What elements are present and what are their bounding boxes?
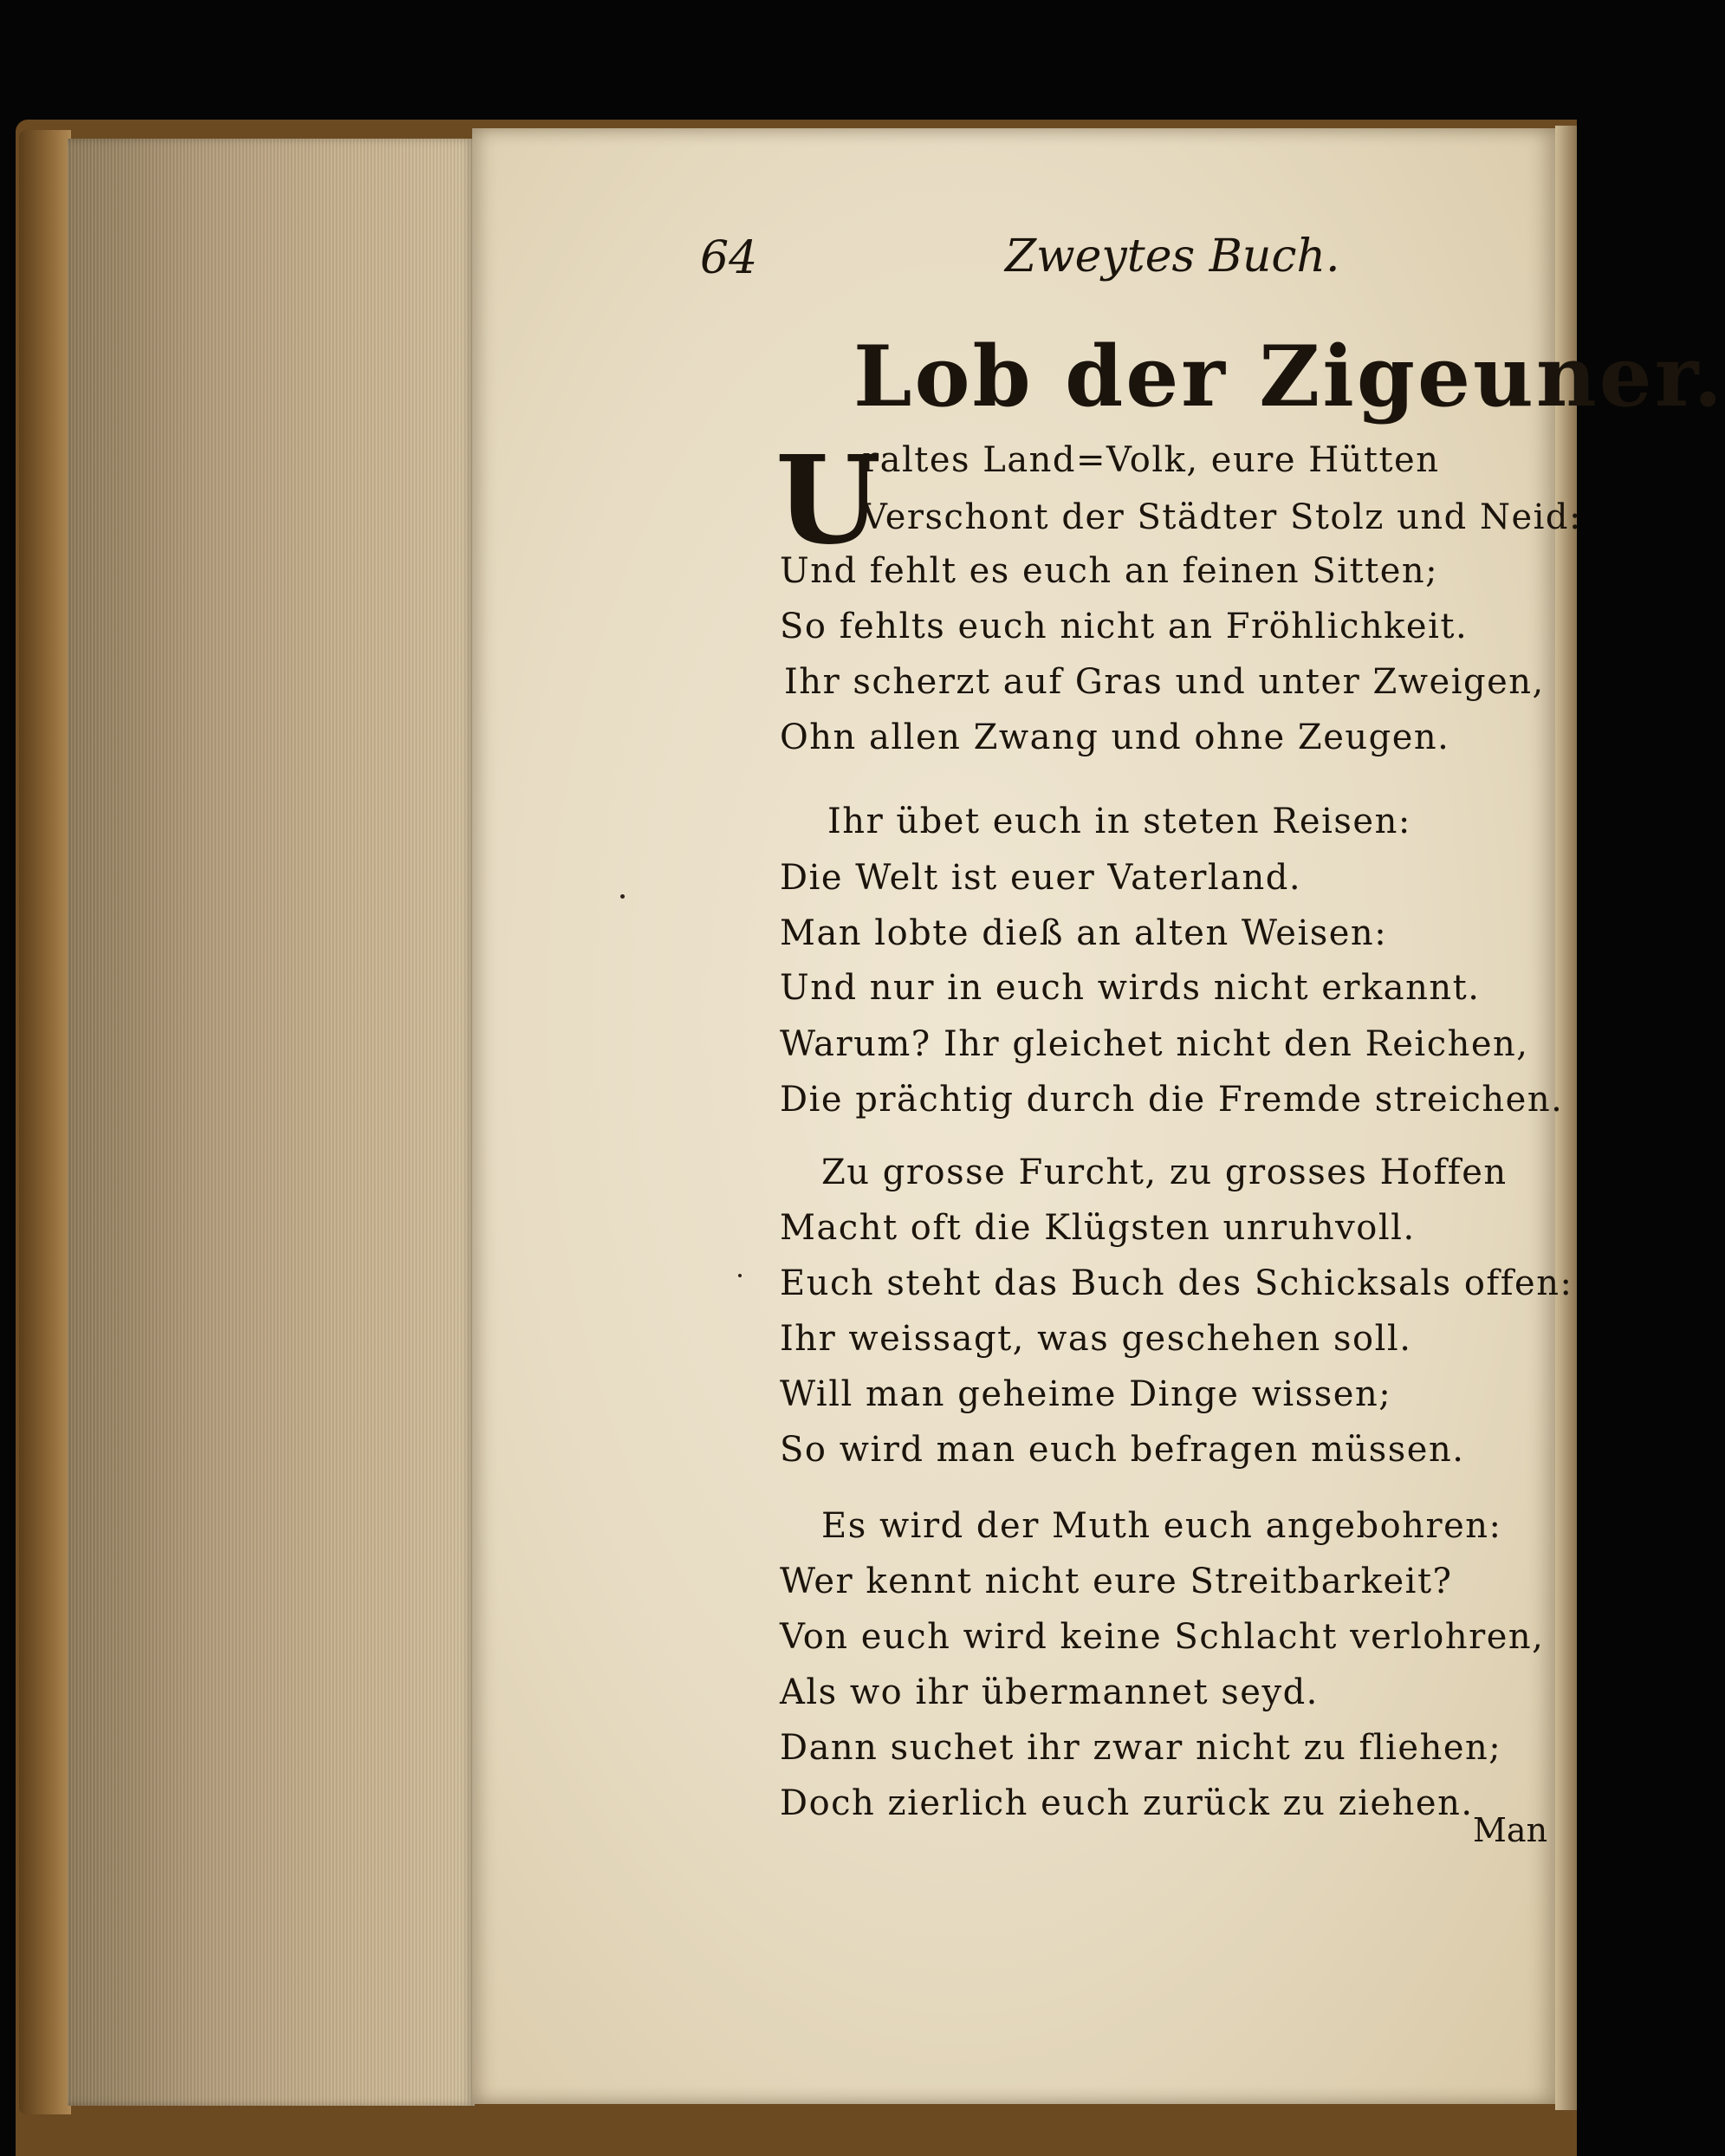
poem-line: Und fehlt es euch an feinen Sitten;: [780, 551, 1439, 591]
poem-line: ralteѕ Land=Volk, eure Hütten: [862, 440, 1440, 480]
poem-title: Lob der Zigeuner.: [853, 328, 1725, 425]
poem-line: Dann suchet ihr zwar nicht zu fliehen;: [780, 1728, 1502, 1768]
poem-line: Ihr scherzt auf Gras und unter Zweigen,: [784, 662, 1545, 702]
poem-line: Ihr weissagt, was geschehen soll.: [780, 1319, 1412, 1359]
ink-speck: [620, 894, 625, 899]
poem-line: So wird man euch befragen müssen.: [780, 1430, 1465, 1470]
poem-line: Als wo ihr übermannet seyd.: [780, 1672, 1319, 1712]
book-spine-edge: [19, 130, 71, 2114]
poem-line: Will man geheime Dinge wissen;: [780, 1374, 1392, 1414]
catchword: Man: [1473, 1811, 1548, 1849]
running-head: Zweytes Buch.: [1005, 231, 1340, 282]
poem-line: Verschont der Städter Stolz und Neid:: [862, 497, 1582, 537]
poem-line: So fehlts euch nicht an Fröhlichkeit.: [780, 607, 1469, 646]
poem-line: Es wird der Muth euch angebohren:: [821, 1506, 1502, 1546]
page-number: 64: [700, 232, 758, 284]
poem-line: Warum? Ihr gleichet nicht den Reichen,: [780, 1024, 1529, 1064]
poem-line: Zu grosse Furcht, zu grosses Hoffen: [821, 1153, 1508, 1192]
poem-line: Man lobte dieß an alten Weisen:: [780, 913, 1388, 953]
poem-line: Und nur in euch wirds nicht erkannt.: [780, 968, 1481, 1008]
drop-cap: U: [775, 430, 882, 572]
poem-line: Von euch wird keine Schlacht verlohren,: [780, 1617, 1545, 1657]
poem-line: Die Welt ist euer Vaterland.: [780, 858, 1302, 898]
poem-line: Macht oft die Klügsten unruhvoll.: [780, 1208, 1416, 1248]
poem-line: Ohn allen Zwang und ohne Zeugen.: [780, 718, 1450, 757]
page-block-edge: [68, 139, 475, 2106]
ink-speck: [738, 1274, 742, 1277]
poem-line: Wer kennt nicht eure Streitbarkeit?: [780, 1562, 1453, 1601]
poem-line: Ihr übet euch in steten Reisen:: [827, 802, 1411, 841]
poem-line: Euch steht das Buch des Schicksals offen:: [780, 1263, 1573, 1303]
poem-line: Die prächtig durch die Fremde streichen.: [780, 1080, 1564, 1120]
poem-line: Doch zierlich euch zurück zu ziehen.: [780, 1783, 1474, 1823]
